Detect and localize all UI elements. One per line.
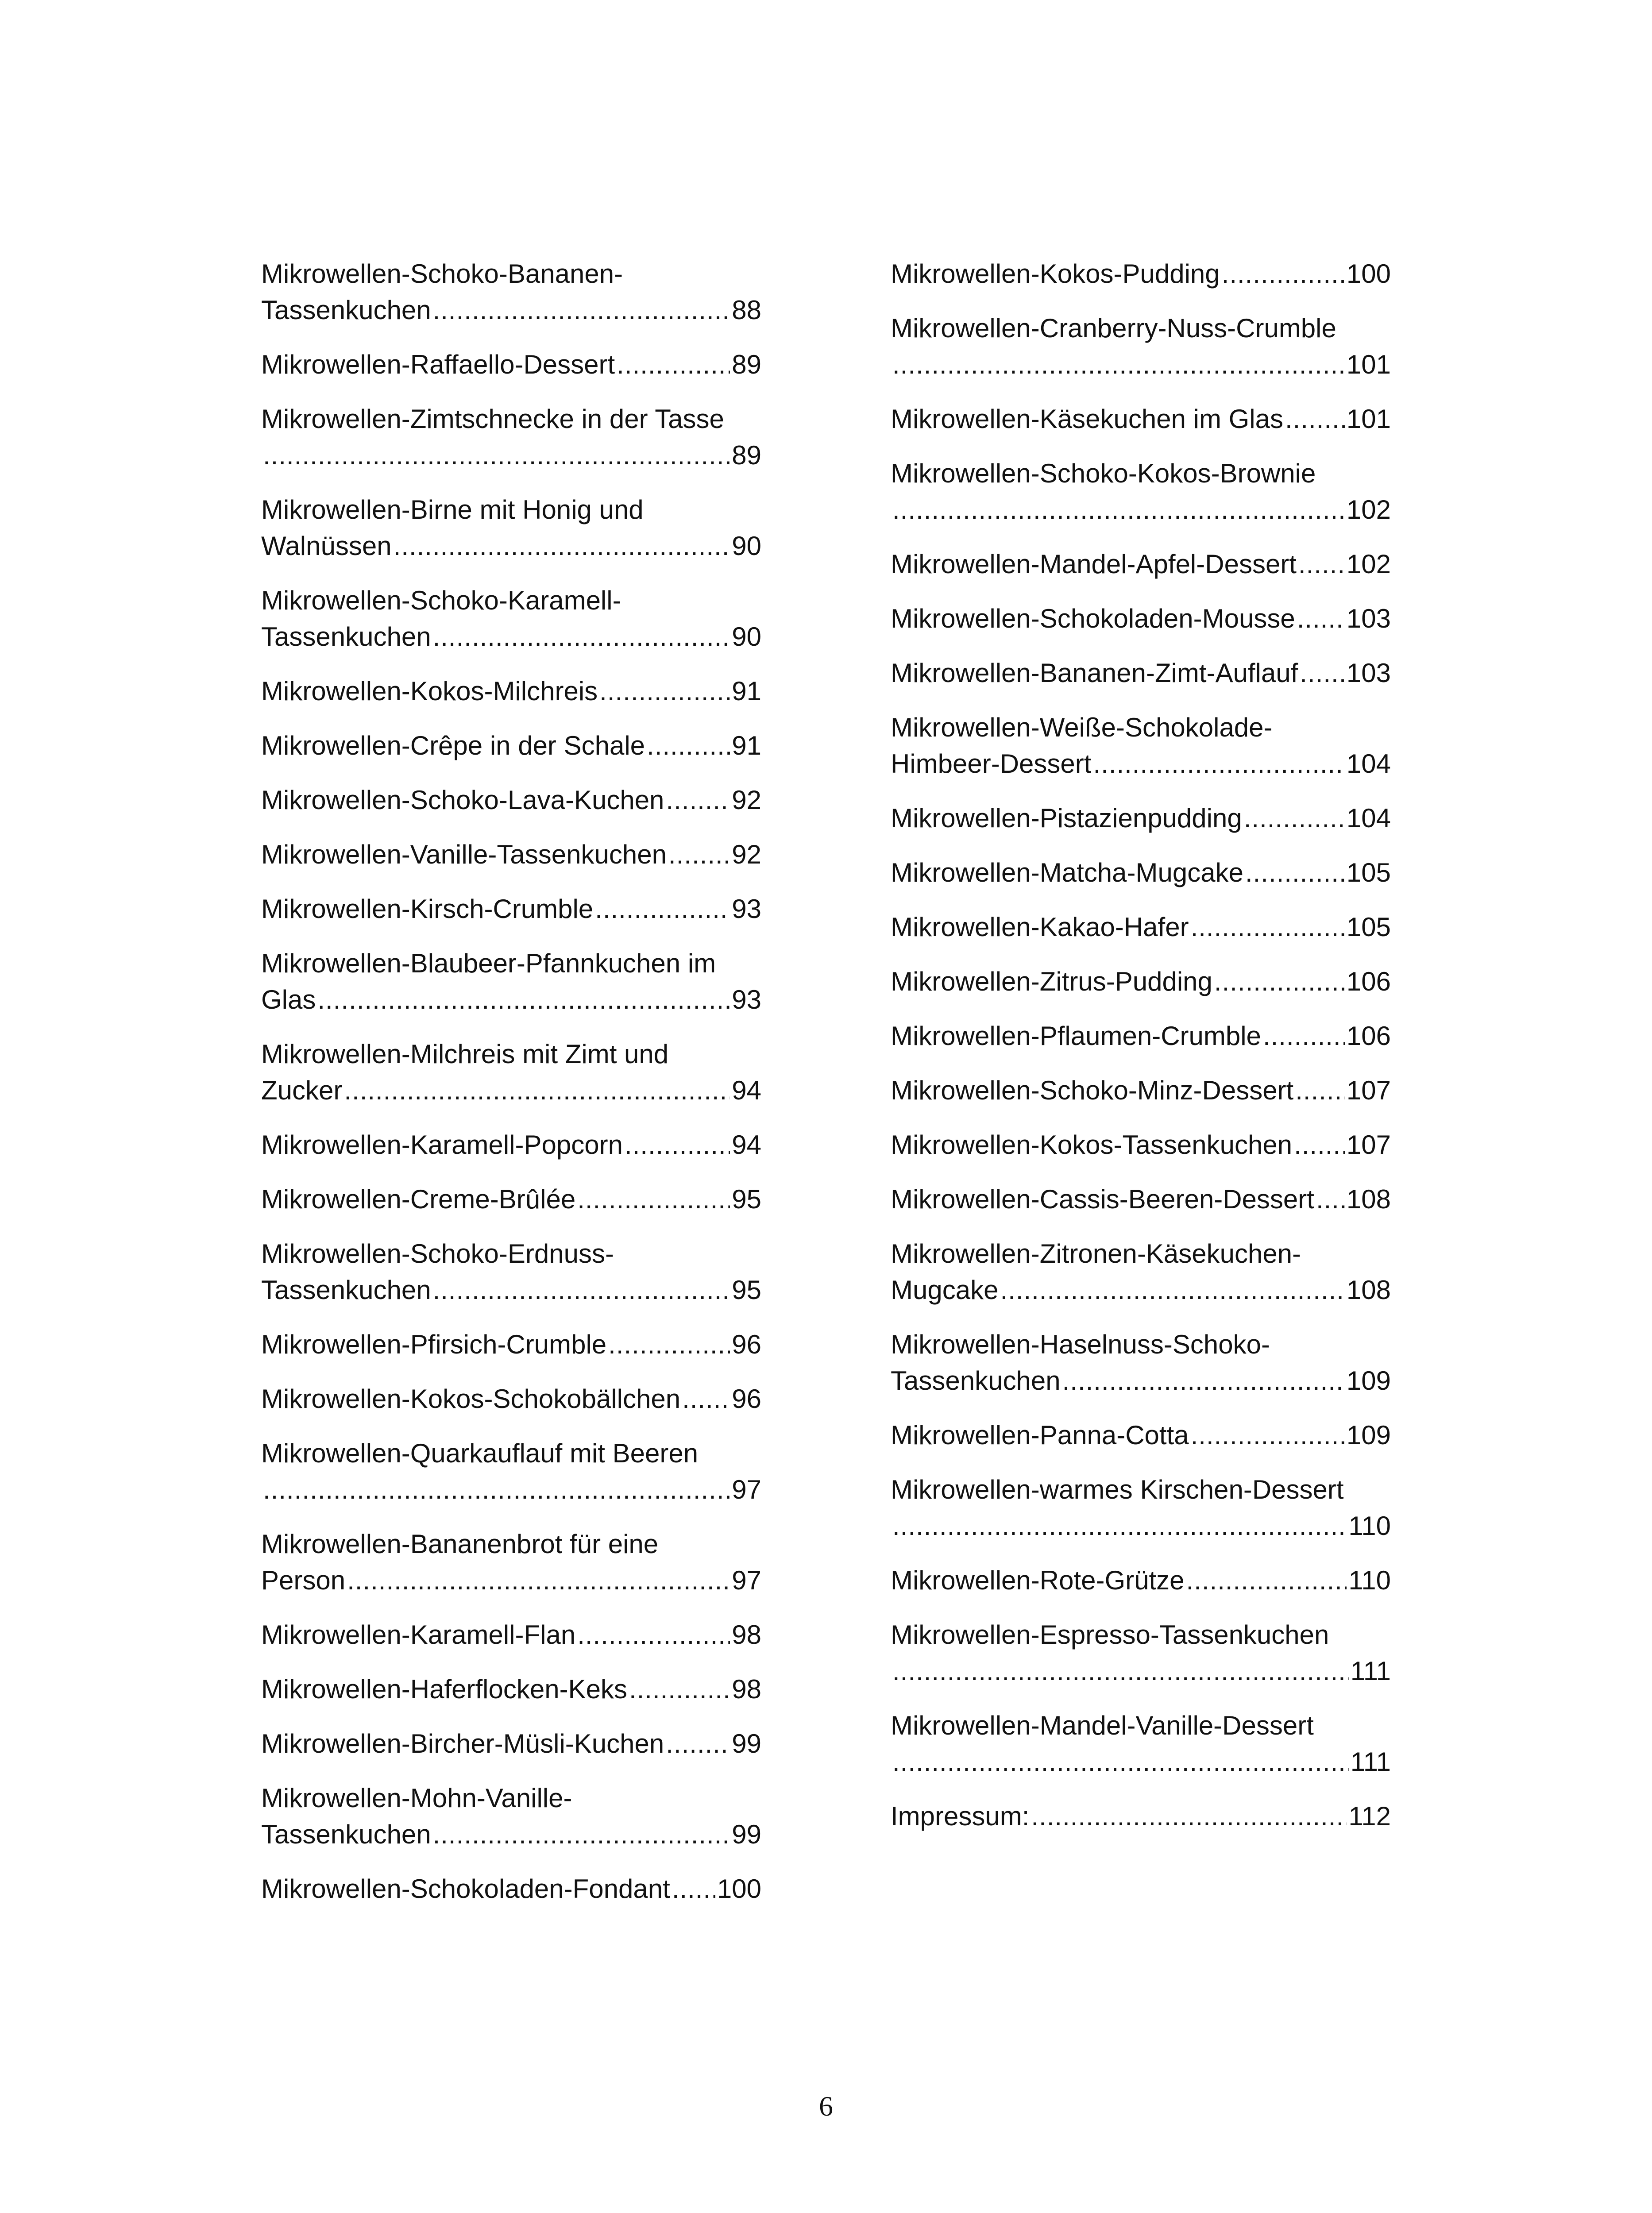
toc-entry[interactable]	[261, 782, 761, 818]
toc-page-number: 96	[732, 1384, 761, 1414]
toc-entry[interactable]	[891, 1326, 1391, 1399]
toc-entry-title-line: Mikrowellen-Bananenbrot für eine	[261, 1529, 659, 1559]
toc-entry[interactable]	[891, 655, 1391, 691]
toc-entry-line	[891, 1181, 1391, 1218]
toc-entry-line	[261, 347, 761, 383]
toc-page-number: 106	[1346, 967, 1391, 996]
toc-entry[interactable]	[891, 1708, 1391, 1780]
toc-entry-title: Mikrowellen-Pistazienpudding	[891, 803, 1242, 833]
toc-entry-title: Mikrowellen-Kirsch-Crumble	[261, 894, 594, 924]
toc-entry[interactable]	[891, 546, 1391, 582]
toc-entry[interactable]	[891, 709, 1391, 782]
toc-leader-dots	[433, 619, 730, 655]
toc-leader-dots	[625, 1127, 730, 1163]
toc-entry-line	[261, 673, 761, 709]
toc-entry[interactable]	[261, 673, 761, 709]
toc-entry[interactable]	[891, 1417, 1391, 1453]
toc-entry-title: Glas	[261, 985, 316, 1014]
toc-entry[interactable]	[261, 945, 761, 1018]
toc-page-number: 103	[1346, 604, 1391, 633]
toc-entry-line	[261, 891, 761, 927]
toc-entry-title: Zucker	[261, 1076, 343, 1105]
toc-leader-dots	[1191, 1417, 1345, 1453]
toc-page-number: 91	[732, 731, 761, 760]
toc-page-number: 103	[1346, 658, 1391, 688]
toc-entry-title-line: Mikrowellen-Mohn-Vanille-	[261, 1783, 572, 1813]
toc-leader-dots	[1300, 655, 1345, 691]
toc-entry-line	[891, 655, 1391, 691]
toc-entry[interactable]	[891, 1127, 1391, 1163]
toc-entry-line	[891, 1272, 1391, 1308]
toc-entry-title: Mikrowellen-Raffaello-Dessert	[261, 350, 615, 379]
toc-page-number: 92	[732, 840, 761, 869]
toc-leader-dots	[317, 982, 730, 1018]
toc-page-number: 111	[1350, 1656, 1391, 1686]
toc-entry-title-line: Mikrowellen-Schoko-Kokos-Brownie	[891, 459, 1316, 488]
toc-entry-title: Walnüssen	[261, 531, 392, 561]
toc-entry-title: Tassenkuchen	[261, 1820, 431, 1849]
toc-page-number: 101	[1346, 404, 1391, 434]
toc-leader-dots	[394, 528, 730, 564]
toc-entry-title: Mikrowellen-Panna-Cotta	[891, 1420, 1189, 1450]
toc-column-right	[891, 256, 1391, 1853]
toc-entry[interactable]	[261, 256, 761, 328]
toc-entry-line	[891, 1127, 1391, 1163]
toc-page-number: 99	[732, 1729, 761, 1758]
toc-entry[interactable]	[261, 1871, 761, 1907]
toc-leader-dots	[1031, 1798, 1347, 1835]
toc-entry[interactable]	[891, 310, 1391, 383]
toc-leader-dots	[577, 1181, 730, 1218]
toc-page-number: 96	[732, 1330, 761, 1359]
toc-leader-dots	[263, 437, 730, 474]
toc-leader-dots	[1298, 546, 1345, 582]
toc-entry-title: Mikrowellen-Creme-Brûlée	[261, 1184, 576, 1214]
toc-entry[interactable]	[261, 1526, 761, 1599]
toc-entry[interactable]	[891, 1236, 1391, 1308]
toc-leader-dots	[1000, 1272, 1344, 1308]
toc-entry-title: Mikrowellen-Karamell-Flan	[261, 1620, 576, 1650]
toc-page-number: 94	[732, 1076, 761, 1105]
toc-leader-dots	[1245, 855, 1345, 891]
toc-entry-title: Mikrowellen-Schoko-Lava-Kuchen	[261, 785, 664, 815]
toc-entry-title-line: Mikrowellen-Zimtschnecke in der Tasse	[261, 404, 724, 434]
toc-leader-dots	[599, 673, 730, 709]
toc-entry-title: Mikrowellen-Bircher-Müsli-Kuchen	[261, 1729, 664, 1758]
toc-entry-title: Mikrowellen-Karamell-Popcorn	[261, 1130, 623, 1160]
toc-leader-dots	[1316, 1181, 1345, 1218]
toc-entry-title-line: Mikrowellen-Cranberry-Nuss-Crumble	[891, 313, 1336, 343]
toc-entry[interactable]	[261, 1381, 761, 1417]
toc-entry-line	[261, 728, 761, 764]
toc-leader-dots	[1214, 964, 1345, 1000]
toc-entry-title: Mikrowellen-Pfirsich-Crumble	[261, 1330, 607, 1359]
toc-leader-dots	[1191, 909, 1345, 945]
toc-entry-line	[261, 1326, 761, 1363]
toc-entry[interactable]	[261, 582, 761, 655]
toc-entry-title: Mikrowellen-Zitrus-Pudding	[891, 967, 1212, 996]
toc-entry-line	[261, 1816, 761, 1853]
toc-entry-title-line: Mikrowellen-Espresso-Tassenkuchen	[891, 1620, 1329, 1650]
toc-entry-title: Mikrowellen-Rote-Grütze	[891, 1565, 1185, 1595]
toc-entry-title-line: Mikrowellen-warmes Kirschen-Dessert	[891, 1475, 1344, 1504]
toc-entry-line	[891, 1018, 1391, 1054]
toc-leader-dots	[433, 292, 730, 328]
toc-entry-line	[261, 1381, 761, 1417]
toc-entry-line	[891, 855, 1391, 891]
toc-entry[interactable]	[261, 1435, 761, 1508]
toc-entry-title-line: Mikrowellen-Schoko-Karamell-	[261, 586, 621, 615]
toc-entry[interactable]	[261, 1236, 761, 1308]
toc-entry[interactable]	[261, 1127, 761, 1163]
toc-entry-line	[891, 964, 1391, 1000]
toc-entry-title: Tassenkuchen	[261, 1275, 431, 1305]
toc-leader-dots	[595, 891, 730, 927]
toc-entry-title: Person	[261, 1565, 346, 1595]
toc-entry-line	[891, 1072, 1391, 1109]
toc-entry-title: Mikrowellen-Kokos-Tassenkuchen	[891, 1130, 1293, 1160]
toc-leader-dots	[1186, 1562, 1347, 1599]
toc-entry[interactable]	[891, 800, 1391, 837]
toc-entry-title: Mikrowellen-Schokoladen-Mousse	[891, 604, 1295, 633]
toc-entry-line	[261, 1072, 761, 1109]
toc-page-number: 93	[732, 985, 761, 1014]
toc-leader-dots	[608, 1326, 730, 1363]
toc-entry-title: Mikrowellen-Schokoladen-Fondant	[261, 1874, 670, 1904]
toc-leader-dots	[344, 1072, 730, 1109]
toc-leader-dots	[1244, 800, 1345, 837]
toc-leader-dots	[672, 1871, 715, 1907]
toc-page-number: 108	[1346, 1184, 1391, 1214]
toc-entry[interactable]	[261, 1181, 761, 1218]
toc-entry[interactable]	[261, 891, 761, 927]
toc-leader-dots	[577, 1617, 730, 1653]
toc-page-number: 94	[732, 1130, 761, 1160]
toc-entry-line	[891, 401, 1391, 437]
toc-page-number: 89	[732, 350, 761, 379]
toc-page-number: 98	[732, 1620, 761, 1650]
toc-entry-line	[261, 1272, 761, 1308]
toc-entry[interactable]	[891, 1072, 1391, 1109]
toc-entry[interactable]	[261, 492, 761, 564]
toc-page-number: 107	[1346, 1076, 1391, 1105]
toc-entry-line	[261, 619, 761, 655]
toc-entry-title-line: Mikrowellen-Weiße-Schokolade-	[891, 713, 1273, 742]
toc-leader-dots	[1093, 746, 1344, 782]
toc-entry-line	[891, 1744, 1391, 1780]
toc-entry[interactable]	[261, 1326, 761, 1363]
toc-page-number: 102	[1346, 495, 1391, 524]
toc-entry-line	[891, 1417, 1391, 1453]
toc-entry-title-line: Mikrowellen-Zitronen-Käsekuchen-	[891, 1239, 1301, 1268]
toc-entry-title: Impressum:	[891, 1801, 1030, 1831]
toc-page-number: 93	[732, 894, 761, 924]
toc-page-number: 90	[732, 622, 761, 652]
toc-page-number: 109	[1346, 1420, 1391, 1450]
toc-leader-dots	[666, 1726, 730, 1762]
toc-entry-title: Mikrowellen-Käsekuchen im Glas	[891, 404, 1283, 434]
toc-entry[interactable]	[261, 347, 761, 383]
toc-entry-line	[261, 782, 761, 818]
toc-entry-line	[261, 528, 761, 564]
toc-entry-line	[261, 1871, 761, 1907]
toc-entry-title: Mikrowellen-Matcha-Mugcake	[891, 858, 1243, 887]
toc-page-number: 99	[732, 1820, 761, 1849]
toc-entry-title-line: Mikrowellen-Quarkauflauf mit Beeren	[261, 1438, 699, 1468]
toc-entry-title-line: Mikrowellen-Schoko-Bananen-	[261, 259, 623, 289]
toc-entry-line	[891, 1508, 1391, 1544]
toc-entry[interactable]	[891, 1181, 1391, 1218]
toc-entry[interactable]	[261, 1036, 761, 1109]
toc-entry[interactable]	[891, 909, 1391, 945]
toc-entry[interactable]	[891, 855, 1391, 891]
toc-entry-line	[891, 601, 1391, 637]
toc-page-number: 95	[732, 1184, 761, 1214]
toc-entry-title: Mikrowellen-Crêpe in der Schale	[261, 731, 645, 760]
toc-entry-line	[261, 1181, 761, 1218]
toc-page-number: 104	[1346, 749, 1391, 779]
toc-entry-title: Mikrowellen-Cassis-Beeren-Dessert	[891, 1184, 1314, 1214]
toc-entry-title: Mikrowellen-Vanille-Tassenkuchen	[261, 840, 667, 869]
toc-entry-title: Mikrowellen-Kokos-Schokobällchen	[261, 1384, 681, 1414]
toc-entry[interactable]	[891, 1562, 1391, 1599]
toc-page-number: 109	[1346, 1366, 1391, 1396]
toc-entry-line	[261, 1472, 761, 1508]
toc-page-number: 92	[732, 785, 761, 815]
toc-leader-dots	[892, 1508, 1347, 1544]
toc-leader-dots	[263, 1472, 730, 1508]
toc-entry-title: Mikrowellen-Haferflocken-Keks	[261, 1674, 627, 1704]
toc-page-number: 108	[1346, 1275, 1391, 1305]
toc-entry-line	[261, 837, 761, 873]
toc-entry-line	[891, 256, 1391, 292]
toc-entry-title-line: Mikrowellen-Blaubeer-Pfannkuchen im	[261, 948, 716, 978]
toc-entry[interactable]	[261, 837, 761, 873]
toc-entry-title: Mikrowellen-Schoko-Minz-Dessert	[891, 1076, 1294, 1105]
toc-entry-title: Mikrowellen-Kokos-Pudding	[891, 259, 1220, 289]
toc-page-number: 112	[1348, 1801, 1391, 1831]
toc-page-number: 98	[732, 1674, 761, 1704]
toc-entry[interactable]	[261, 1617, 761, 1653]
toc-page-number: 110	[1348, 1511, 1391, 1541]
toc-entry[interactable]	[891, 601, 1391, 637]
toc-page-number: 91	[732, 676, 761, 706]
toc-leader-dots	[1294, 1127, 1345, 1163]
toc-entry-line	[891, 800, 1391, 837]
toc-entry-title: Mugcake	[891, 1275, 999, 1305]
toc-entry[interactable]	[891, 1472, 1391, 1544]
toc-entry-line	[261, 437, 761, 474]
toc-leader-dots	[666, 782, 730, 818]
toc-leader-dots	[682, 1381, 730, 1417]
toc-leader-dots	[892, 347, 1345, 383]
toc-leader-dots	[892, 1653, 1349, 1689]
toc-page-number: 89	[732, 440, 761, 470]
toc-entry-title-line: Mikrowellen-Milchreis mit Zimt und	[261, 1039, 669, 1069]
toc-leader-dots	[647, 728, 730, 764]
toc-entry[interactable]	[891, 401, 1391, 437]
toc-page-number: 111	[1350, 1747, 1391, 1777]
toc-entry-line	[891, 1562, 1391, 1599]
toc-entry[interactable]	[261, 728, 761, 764]
toc-page-number: 101	[1346, 350, 1391, 379]
toc-entry-line	[261, 1127, 761, 1163]
toc-leader-dots	[1222, 256, 1345, 292]
toc-entry-title: Mikrowellen-Kokos-Milchreis	[261, 676, 598, 706]
toc-entry[interactable]	[891, 964, 1391, 1000]
toc-page-number: 95	[732, 1275, 761, 1305]
toc-entry-line	[261, 1617, 761, 1653]
toc-entry-line	[891, 746, 1391, 782]
toc-entry-title-line: Mikrowellen-Haselnuss-Schoko-	[891, 1330, 1270, 1359]
toc-leader-dots	[1285, 401, 1345, 437]
toc-entry-line	[261, 1671, 761, 1708]
toc-entry-line	[891, 909, 1391, 945]
toc-entry-title-line: Mikrowellen-Schoko-Erdnuss-	[261, 1239, 614, 1268]
toc-entry[interactable]	[891, 455, 1391, 528]
toc-entry-title: Mikrowellen-Pflaumen-Crumble	[891, 1021, 1261, 1051]
toc-entry-title: Mikrowellen-Bananen-Zimt-Auflauf	[891, 658, 1298, 688]
toc-page-number: 100	[717, 1874, 761, 1904]
toc-leader-dots	[629, 1671, 730, 1708]
toc-leader-dots	[1263, 1018, 1345, 1054]
toc-leader-dots	[892, 1744, 1349, 1780]
toc-page-number: 104	[1346, 803, 1391, 833]
toc-entry[interactable]	[891, 1018, 1391, 1054]
toc-leader-dots	[433, 1816, 730, 1853]
toc-entry-line	[261, 982, 761, 1018]
toc-entry[interactable]	[261, 1671, 761, 1708]
toc-entry-title: Tassenkuchen	[261, 622, 431, 652]
toc-leader-dots	[1062, 1363, 1345, 1399]
toc-entry-line	[891, 546, 1391, 582]
toc-entry-title: Tassenkuchen	[261, 295, 431, 325]
toc-entry-line	[891, 1653, 1391, 1689]
toc-leader-dots	[433, 1272, 730, 1308]
toc-entry-title: Mikrowellen-Mandel-Apfel-Dessert	[891, 549, 1297, 579]
toc-page-number: 107	[1346, 1130, 1391, 1160]
toc-page-number: 105	[1346, 858, 1391, 887]
toc-entry-line	[261, 1562, 761, 1599]
toc-entry-title: Mikrowellen-Kakao-Hafer	[891, 912, 1189, 942]
toc-leader-dots	[1297, 601, 1345, 637]
toc-leader-dots	[892, 492, 1345, 528]
toc-entry[interactable]	[891, 1617, 1391, 1689]
toc-entry-line	[261, 1726, 761, 1762]
toc-entry-title: Tassenkuchen	[891, 1366, 1061, 1396]
toc-entry-title-line: Mikrowellen-Birne mit Honig und	[261, 495, 644, 524]
toc-page-number: 110	[1348, 1565, 1391, 1595]
toc-page-number: 105	[1346, 912, 1391, 942]
toc-page-number: 88	[732, 295, 761, 325]
toc-leader-dots	[1295, 1072, 1345, 1109]
toc-entry[interactable]	[261, 401, 761, 474]
toc-entry-line	[261, 292, 761, 328]
toc-entry-title-line: Mikrowellen-Mandel-Vanille-Dessert	[891, 1711, 1314, 1740]
toc-entry-line	[891, 1798, 1391, 1835]
toc-page-number: 102	[1346, 549, 1391, 579]
toc-entry-line	[891, 492, 1391, 528]
toc-column-left	[261, 256, 761, 1925]
toc-entry-line	[891, 1363, 1391, 1399]
toc-entry[interactable]	[261, 1780, 761, 1853]
toc-page-number: 100	[1346, 259, 1391, 289]
toc-page-number: 97	[732, 1565, 761, 1595]
toc-page-number: 106	[1346, 1021, 1391, 1051]
toc-entry[interactable]	[261, 1726, 761, 1762]
page-number: 6	[819, 2090, 833, 2122]
toc-leader-dots	[668, 837, 730, 873]
toc-leader-dots	[347, 1562, 730, 1599]
toc-leader-dots	[617, 347, 730, 383]
toc-entry-title: Himbeer-Dessert	[891, 749, 1092, 779]
toc-entry[interactable]	[891, 256, 1391, 292]
toc-entry[interactable]	[891, 1798, 1391, 1835]
toc-page-number: 97	[732, 1475, 761, 1504]
toc-entry-line	[891, 347, 1391, 383]
toc-page-number: 90	[732, 531, 761, 561]
